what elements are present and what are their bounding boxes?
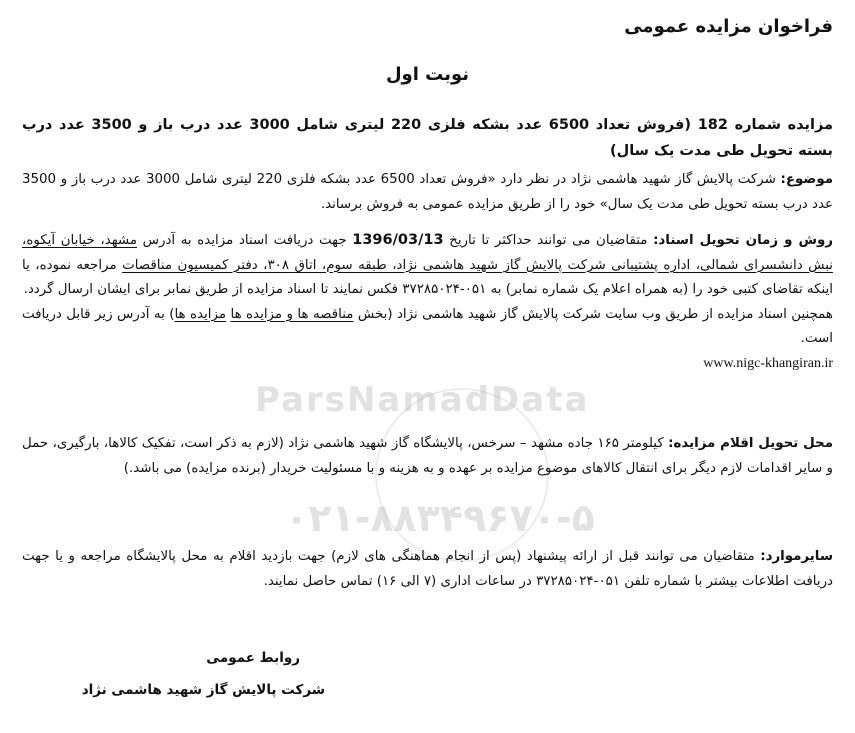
signature-company: شرکت پالایش گاز شهید هاشمی نژاد	[81, 682, 325, 698]
delivery-date: 1396/03/13	[352, 232, 444, 248]
page-subtitle: نوبت اول	[385, 64, 470, 85]
auction-heading: مزایده شماره 182 (فروش تعداد 6500 عدد بشکه فلزی 220 لیتری شامل 3000 عدد درب باز و 3500 عدد درب بسته تحویل طی مدت یک سال)	[22, 117, 833, 159]
delivery-text-b: جهت دریافت اسناد مزایده به آدرس	[142, 233, 347, 248]
website-url[interactable]: www.nigc-khangiran.ir	[703, 355, 833, 371]
other-text: متقاضیان می توانند قبل از ارائه پیشنهاد (پس از انجام هماهنگی های لازم) جهت بازدید اقلام به محل پالایشگاه مراجعه و یا جهت دریافت اطلاعات بیشتر با شماره تلفن ۰۵۱-۳۷۲۸۵۰۲۴ در ساعات اداری (۷ الی ۱۶) تماس حاصل نمایند.	[22, 549, 833, 589]
watermark-domain: ParsNamadData	[255, 380, 590, 420]
other-label: سایرموارد:	[760, 549, 833, 564]
web-text-a: همچنین اسناد مزایده از طریق وب سایت شرکت پالایش گاز شهید هاشمی نژاد (بخش	[357, 306, 833, 322]
location-label: محل تحویل اقلام مزایده:	[668, 436, 833, 451]
subject-text: شرکت پالایش گاز شهید هاشمی نژاد در نظر دارد «فروش تعداد 6500 عدد بشکه فلزی 220 لیتری شامل 3000 عدد درب باز و 3500 عدد درب بسته تحویل طی مدت یک سال» خود را از طریق مزایده عمومی به فروش برساند.	[22, 172, 833, 212]
web-link-tenders[interactable]: مناقصه ها و مزایده ها	[230, 306, 354, 322]
web-link-auctions[interactable]: مزایده ها	[174, 306, 227, 322]
delivery-address: مشهد، خیابان آیکوه، نبش دانشسرای شمالی، اداره پشتیبانی شرکت پالایش گاز شهید هاشمی نژاد، طبقه سوم، اتاق ۳۰۸، دفتر کمیسیون مناقصات	[22, 233, 833, 273]
delivery-text-c: مراجعه نموده، یا اینکه تقاضای کتبی خود را (به همراه اعلام یک شماره نمابر) به ۰۵۱-۳۷۲۸۵۰۲۴ فکس نمایند تا اسناد مزایده از طریق نمابر برای ایشان ارسال گردد.	[22, 257, 833, 297]
delivery-paragraph	[22, 228, 833, 376]
delivery-text-a: متقاضیان می توانند حداکثر تا تاریخ	[449, 233, 648, 248]
web-text-b: ) به آدرس زیر قابل دریافت است.	[22, 306, 833, 346]
location-paragraph	[22, 432, 833, 481]
subject-paragraph	[22, 168, 833, 217]
page-title: فراخوان مزایده عمومی	[624, 16, 833, 37]
subject-label: موضوع:	[780, 172, 834, 187]
delivery-label: روش و زمان تحویل اسناد:	[653, 233, 833, 248]
other-paragraph	[22, 545, 833, 594]
location-text: کیلومتر ۱۶۵ جاده مشهد – سرخس، پالایشگاه گاز شهید هاشمی نژاد (لازم به ذکر است، تفکیک کالاها، بارگیری، حمل و سایر اقدامات لازم دیگر برای انتقال کالاهای موضوع مزایده بر عهده و به هزینه و با مسئولیت خریدار (برنده مزایده) می باشد.)	[22, 436, 833, 476]
signature-department: روابط عمومی	[206, 650, 300, 666]
watermark-phone: ۰۲۱-۸۸۳۴۹۶۷۰-۵	[285, 496, 595, 540]
